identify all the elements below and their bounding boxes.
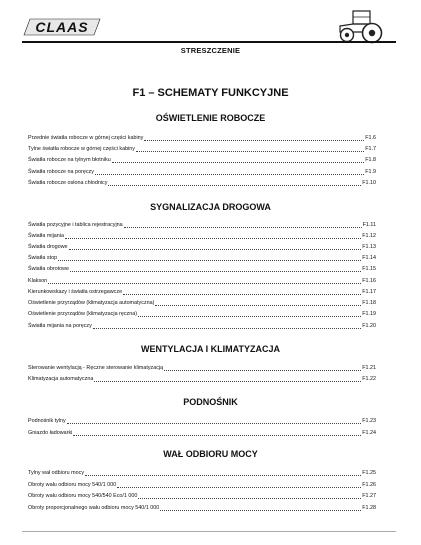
toc-entry[interactable] [28, 320, 376, 330]
toc-entry[interactable] [28, 154, 376, 164]
leader-dots [94, 380, 361, 382]
footer-rule [22, 531, 396, 532]
toc-entry[interactable] [28, 427, 376, 437]
toc-entry-page: F1.22 [362, 376, 376, 382]
leader-dots [112, 161, 365, 163]
leader-dots [124, 226, 362, 228]
toc-entry[interactable] [28, 241, 376, 251]
toc-entry-label: Światła mijania [28, 233, 64, 239]
toc-entry-label: Obroty proporcjonalnego wału odbioru mocy 540/1 000 [28, 505, 160, 511]
toc-entry-page: F1.16 [362, 278, 376, 284]
toc-entry[interactable] [28, 467, 376, 477]
leader-dots [58, 259, 361, 261]
toc-entry[interactable] [28, 263, 376, 273]
toc-entry-label: Obroty wału odbioru mocy 540/1 000 [28, 482, 117, 488]
toc-entry[interactable] [28, 286, 376, 296]
toc-entry-label: Światła drogowe [28, 244, 68, 250]
chapter-title: F1 – SCHEMATY FUNKCYJNE [132, 87, 289, 99]
toc-entry-label: Oświetlenie przyrządów (klimatyzacja automatyczna) [28, 300, 155, 306]
tractor-icon [336, 8, 388, 44]
summary-heading: STRESZCZENIE [180, 46, 241, 55]
toc-entry[interactable] [28, 415, 376, 425]
claas-logo [22, 15, 102, 39]
toc-entry[interactable] [28, 373, 376, 383]
toc-entry-page: F1.27 [362, 493, 376, 499]
section-title: WAŁ ODBIORU MOCY [163, 449, 258, 459]
leader-dots [48, 282, 361, 284]
toc-entry[interactable] [28, 219, 376, 229]
leader-dots [85, 474, 361, 476]
leader-dots [155, 304, 361, 306]
toc-entry[interactable] [28, 308, 376, 318]
toc-entry-page: F1.28 [362, 505, 376, 511]
toc-entry-page: F1.18 [362, 300, 376, 306]
toc-entry-label: Oświetlenie przyrządów (klimatyzacja ręczna) [28, 311, 138, 317]
leader-dots [123, 293, 361, 295]
toc-entry-page: F1.9 [365, 169, 376, 175]
toc-entry-page: F1.21 [362, 365, 376, 371]
toc-entry-label: Kierunkowskazy i światła ostrzegawcze [28, 289, 123, 295]
toc-entry[interactable] [28, 177, 376, 187]
toc-entry[interactable] [28, 362, 376, 372]
toc-entry-label: Obroty wału odbioru mocy 540/540 Eco/1 000 [28, 493, 138, 499]
toc-entry-label: Światła obrotowe [28, 266, 70, 272]
toc-entry-label: Podnośnik tylny [28, 418, 66, 424]
toc-entry-label: Tylny wał odbioru mocy [28, 470, 85, 476]
toc-entry[interactable] [28, 275, 376, 285]
toc-entry-page: F1.13 [362, 244, 376, 250]
leader-dots [93, 327, 361, 329]
leader-dots [69, 248, 362, 250]
leader-dots [67, 422, 361, 424]
toc-entry-page: F1.20 [362, 323, 376, 329]
toc-entry-page: F1.17 [362, 289, 376, 295]
leader-dots [164, 369, 361, 371]
toc-entry-page: F1.25 [362, 470, 376, 476]
toc-entry-page: F1.6 [365, 135, 376, 141]
toc-entry-label: Gniazdo ładowarki [28, 430, 73, 436]
section-title: WENTYLACJA I KLIMATYZACJA [141, 344, 280, 354]
leader-dots [144, 139, 364, 141]
leader-dots [73, 434, 361, 436]
toc-entry[interactable] [28, 132, 376, 142]
toc-entry-label: Przednie światła robocze w górnej części kabiny [28, 135, 144, 141]
toc-entry-label: Światła robocze na poręczy [28, 169, 94, 175]
leader-dots [95, 173, 364, 175]
leader-dots [136, 150, 364, 152]
toc-entry[interactable] [28, 502, 376, 512]
toc-entry-label: Światła robocze osłona chłodnicy [28, 180, 108, 186]
toc-entry-page: F1.26 [362, 482, 376, 488]
toc-entry-page: F1.8 [365, 157, 376, 163]
toc-entry-page: F1.24 [362, 430, 376, 436]
section-title: PODNOŚNIK [183, 397, 238, 407]
toc-entry[interactable] [28, 490, 376, 500]
toc-entry-page: F1.14 [362, 255, 376, 261]
toc-entry-label: Światła stop [28, 255, 58, 261]
leader-dots [65, 237, 361, 239]
toc-entry-label: Światła robocze na tylnym błotniku [28, 157, 111, 163]
toc-entry-label: Tylne światła robocze w górnej części kabiny [28, 146, 135, 152]
toc-entry-label: Światła mijania na poręczy [28, 323, 92, 329]
toc-entry-page: F1.15 [362, 266, 376, 272]
leader-dots [108, 184, 361, 186]
toc-entry[interactable] [28, 166, 376, 176]
toc-entry-label: Światła pozycyjne i tablica rejestracyjna [28, 222, 123, 228]
toc-entry-page: F1.11 [362, 222, 376, 228]
toc-entry[interactable] [28, 143, 376, 153]
leader-dots [70, 270, 361, 272]
toc-entry-page: F1.7 [365, 146, 376, 152]
leader-dots [160, 509, 361, 511]
toc-entry[interactable] [28, 230, 376, 240]
leader-dots [138, 315, 361, 317]
toc-entry-page: F1.12 [362, 233, 376, 239]
toc-entry[interactable] [28, 479, 376, 489]
toc-entry-page: F1.10 [362, 180, 376, 186]
toc-entry-label: Sterowanie wentylacją - Ręczne sterowanie klimatyzacją [28, 365, 164, 371]
toc-entry[interactable] [28, 252, 376, 262]
toc-entry-page: F1.19 [362, 311, 376, 317]
toc-entry[interactable] [28, 297, 376, 307]
toc-entry-label: Klakson [28, 278, 48, 284]
header-rule [22, 41, 396, 43]
toc-entry-page: F1.23 [362, 418, 376, 424]
section-title: SYGNALIZACJA DROGOWA [150, 202, 271, 212]
leader-dots [117, 486, 361, 488]
leader-dots [138, 497, 361, 499]
section-title: OŚWIETLENIE ROBOCZE [155, 113, 266, 123]
svg-text:CLAAS: CLAAS [35, 19, 89, 35]
toc-entry-label: Klimatyzacja automatyczna [28, 376, 94, 382]
